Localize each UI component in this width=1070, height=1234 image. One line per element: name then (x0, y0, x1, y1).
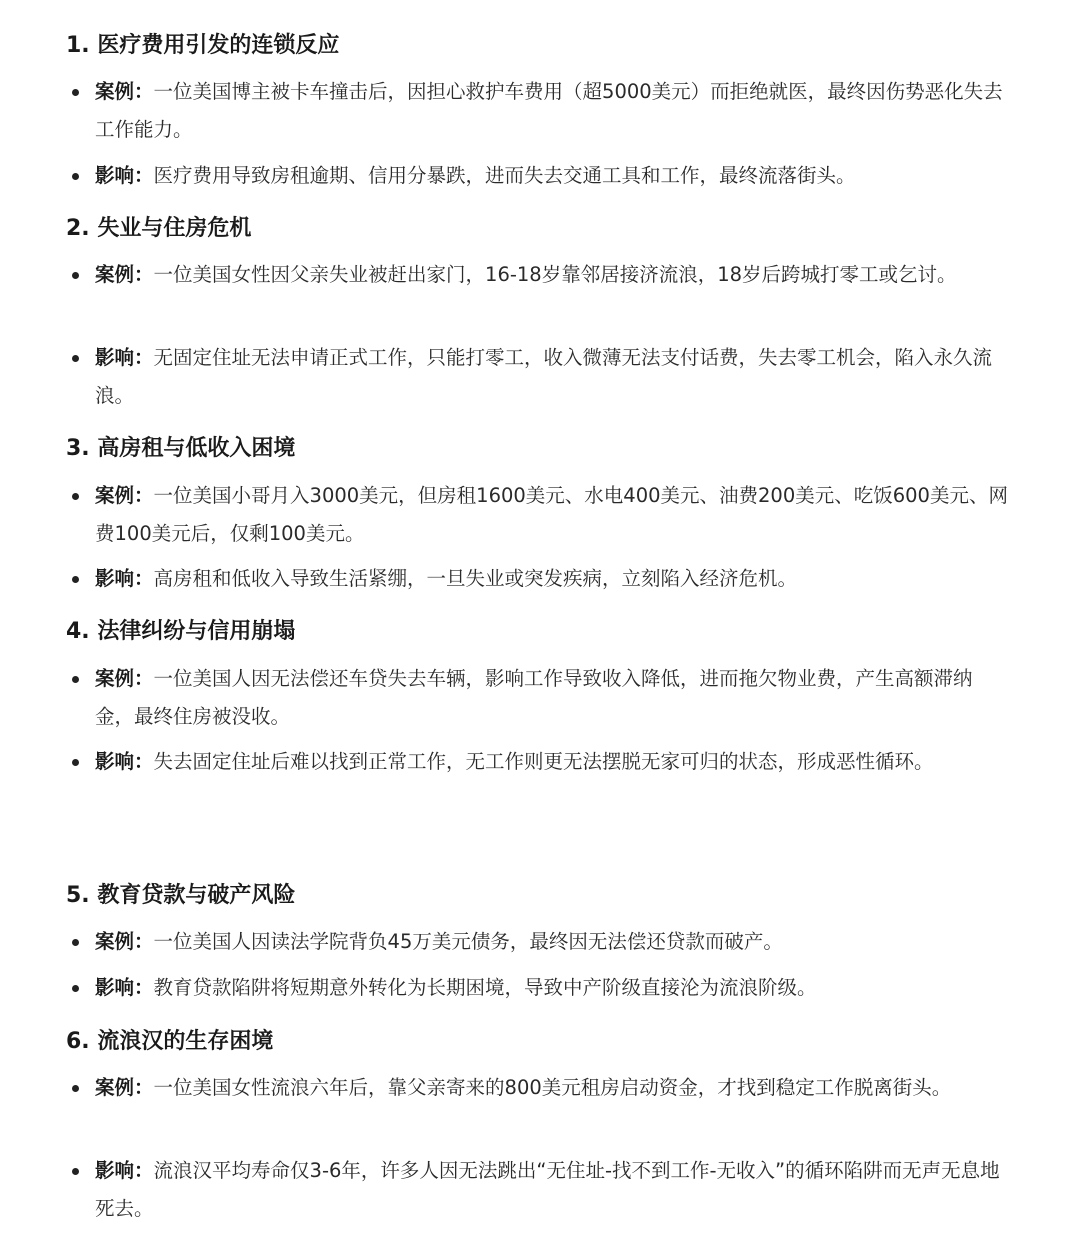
item-text: 流浪汉平均寿命仅3-6年，许多人因无法跳出“无住址-找不到工作-无收入”的循环陷阱而无声无息地死去。 (95, 1159, 1000, 1220)
section-heading-6: 6. 流浪汉的生存困境 (66, 1029, 274, 1054)
bullet-icon (72, 676, 79, 683)
item-text: 一位美国女性因父亲失业被赶出家门，16-18岁靠邻居接济流浪，18岁后跨城打零工或乞讨。 (153, 263, 957, 286)
item-label: 案例 (95, 80, 135, 103)
bullet-icon (72, 1085, 79, 1092)
bullet-icon (72, 355, 79, 362)
bullet-icon (72, 1168, 79, 1175)
item-text: 高房租和低收入导致生活紧绷，一旦失业或突发疾病，立刻陷入经济危机。 (153, 567, 798, 590)
item-text: 一位美国小哥月入3000美元，但房租1600美元、水电400美元、油费200美元、吃饭600美元、网费100美元后，仅剩100美元。 (95, 484, 1008, 545)
bullet-icon (72, 939, 79, 946)
section-heading-2: 2. 失业与住房危机 (66, 216, 252, 241)
section-heading-1: 1. 医疗费用引发的连锁反应 (66, 33, 340, 58)
item-text: 一位美国博主被卡车撞击后，因担心救护车费用（超5000美元）而拒绝就医，最终因伤势恶化失去工作能力。 (95, 80, 1003, 141)
item-label: 影响 (95, 567, 135, 590)
section-heading-5: 5. 教育贷款与破产风险 (66, 883, 296, 908)
item-label: 影响 (95, 976, 135, 999)
item-label: 案例 (95, 667, 135, 690)
item-label: 影响 (95, 750, 135, 773)
item-text: 一位美国人因读法学院背负45万美元债务，最终因无法偿还贷款而破产。 (153, 930, 783, 953)
item-text: 教育贷款陷阱将短期意外转化为长期困境，导致中产阶级直接沦为流浪阶级。 (153, 976, 817, 999)
bullet-icon (72, 272, 79, 279)
bullet-icon (72, 493, 79, 500)
item-label: 影响 (95, 346, 135, 369)
bullet-icon (72, 173, 79, 180)
bullet-icon (72, 89, 79, 96)
item-label: 案例 (95, 930, 135, 953)
item-label: 案例 (95, 1076, 135, 1099)
item-text: 无固定住址无法申请正式工作，只能打零工，收入微薄无法支付话费，失去零工机会，陷入永久流浪。 (95, 346, 993, 407)
item-label: 案例 (95, 484, 135, 507)
item-text: 一位美国人因无法偿还车贷失去车辆，影响工作导致收入降低，进而拖欠物业费，产生高额滞纳金，最终住房被没收。 (95, 667, 973, 728)
item-label: 影响 (95, 1159, 135, 1182)
bullet-icon (72, 985, 79, 992)
item-text: 医疗费用导致房租逾期、信用分暴跌，进而失去交通工具和工作，最终流落街头。 (153, 164, 856, 187)
bullet-icon (72, 759, 79, 766)
item-label: 案例 (95, 263, 135, 286)
section-heading-3: 3. 高房租与低收入困境 (66, 436, 296, 461)
item-text: 失去固定住址后难以找到正常工作，无工作则更无法摆脱无家可归的状态，形成恶性循环。 (153, 750, 934, 773)
section-heading-4: 4. 法律纠纷与信用崩塌 (66, 619, 296, 644)
item-text: 一位美国女性流浪六年后，靠父亲寄来的800美元租房启动资金，才找到稳定工作脱离街头。 (153, 1076, 952, 1099)
item-label: 影响 (95, 164, 135, 187)
bullet-icon (72, 576, 79, 583)
